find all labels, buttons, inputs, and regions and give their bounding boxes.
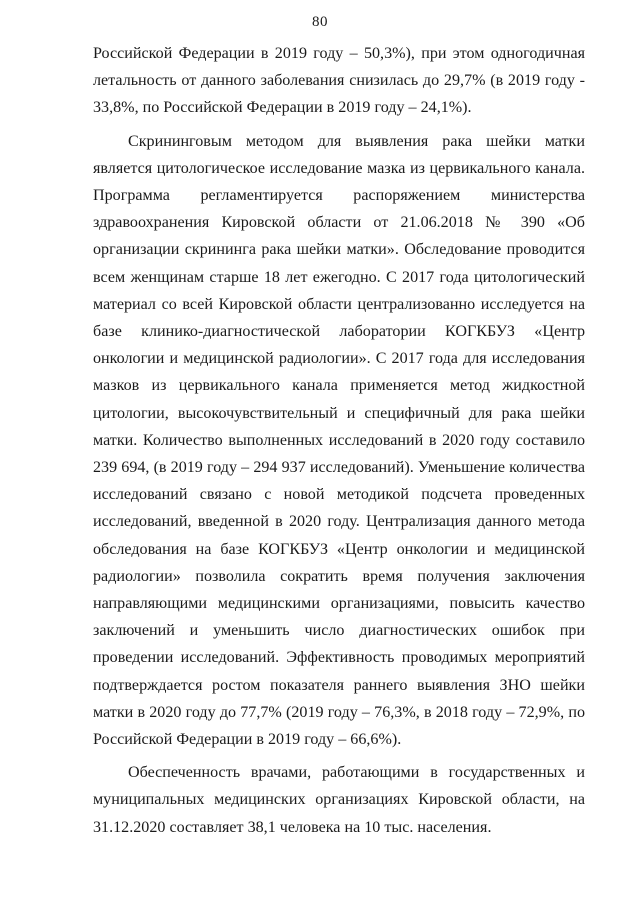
page-number: 80 bbox=[312, 14, 328, 30]
document-body bbox=[93, 40, 585, 841]
paragraph-doctor-provision: Обеспеченность врачами, работающими в государственных и муниципальных медицинских организациях Кировской области, на 31.12.2020 составляет 38,1 человека на 10 тыс. населения. bbox=[93, 764, 585, 836]
paragraph-mortality-continuation: Российской Федерации в 2019 году – 50,3%), при этом одногодичная летальность от данного заболевания снизилась до 29,7% (в 2019 году - 33,8%, по Российской Федерации в 2019 году – 24,1%). bbox=[93, 45, 585, 117]
paragraph-cervical-screening: Скрининговым методом для выявления рака шейки матки является цитологическое исследование мазка из цервикального канала. Программа регламентируется распоряжением министерства здравоохранения Кировской области от 21.06.2018 № 390 «Об организации скрининга рака шейки матки». Обследование проводится всем женщинам старше 18 лет ежегодно. С 2017 года цитологический материал со всей Кировской области централизованно исследуется на базе клинико-диагностической лаборатории КОГКБУЗ «Центр онкологии и медицинской радиологии». С 2017 года для исследования мазков из цервикального канала применяется метод жидкостной цитологии, высокочувствительный и специфичный для рака шейки матки. Количество выполненных исследований в 2020 году составило 239 694, (в 2019 году – 294 937 исследований). Уменьшение количества исследований связано с новой методикой подсчета проведенных исследований, введенной в 2020 году. Централизация данного метода обследования на базе КОГКБУЗ «Центр онкологии и медицинской радиологии» позволила сократить время получения заключения направляющими медицинскими организациями, повысить качество заключений и уменьшить число диагностических ошибок при проведении исследований. Эффективность проводимых мероприятий подтверждается ростом показателя раннего выявления ЗНО шейки матки в 2020 году до 77,7% (2019 году – 76,3%, в 2018 году – 72,9%, по Российской Федерации в 2019 году – 66,6%). bbox=[93, 132, 585, 749]
